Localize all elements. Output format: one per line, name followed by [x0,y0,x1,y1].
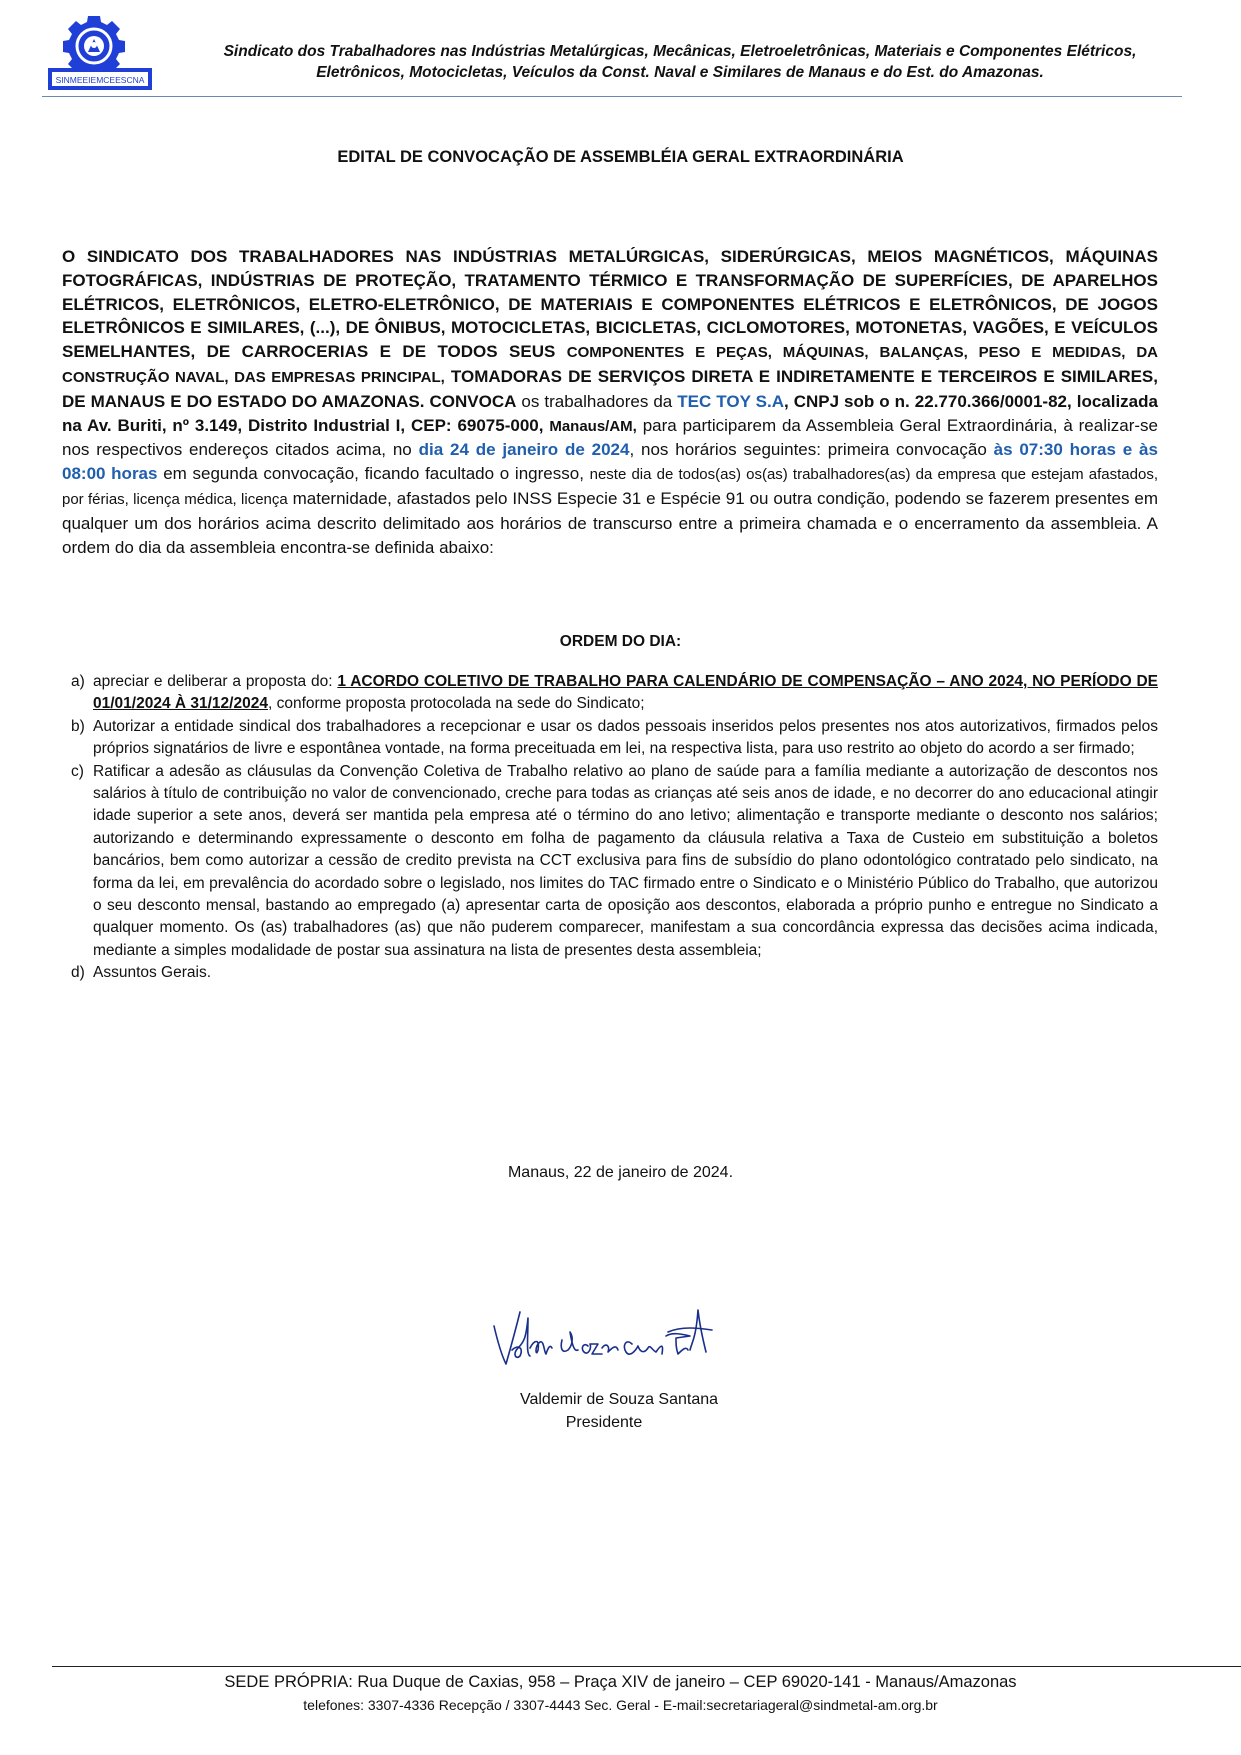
agenda-item-d-text: Assuntos Gerais. [93,964,212,982]
schedule-text: , nos horários seguintes: primeira convocação [629,440,987,460]
signer-role: Presidente [565,1414,643,1431]
agenda-item-b-text: Autorizar a entidade sindical dos trabalhadores a recepcionar e usar os dados pessoais inseridos pelos presentes nos atos autorizativos, firmados pelos próprios signatários de livre e espontânea vontade, na forma preceituada em lei, na respectiva lista, para uso restrito ao objeto do acordo a ser firmado; [93,717,1158,758]
union-designation-end: TOMADORAS DE SERVIÇOS DIRETA E INDIRETAMENTE E TERCEIROS E SIMILARES, DE MANAUS E DO ESTADO DO AMAZONAS. CONVOCA [62,366,1158,411]
agenda-item-b [68,716,1158,761]
closing-text: maternidade, afastados pelo INSS Especie 31 e Espécie 91 ou outra condição, podendo se fazerem presentes em qualquer um dos horários acima descrito delimitado aos horários de transcurso entre a primeira chamada e o encerramento da assembleia. A ordem do dia da assembleia encontra-se definida abaixo: [62,488,1158,557]
agenda-item-marker: c) [71,762,84,780]
footer-address: SEDE PRÓPRIA: Rua Duque de Caxias, 958 – Praça XIV de janeiro – CEP 69020-141 - Manaus/Amazonas [224,1673,1017,1691]
assembly-times: às 07:30 horas e às 08:00 horas [62,440,1158,484]
agenda-item-marker: d) [71,964,85,982]
header-divider [42,96,1182,97]
second-call-text: em segunda convocação, ficando facultado o ingresso, [163,464,584,484]
agenda-item-a-pre: apreciar e deliberar a proposta do: [93,673,333,690]
convoca-text: os trabalhadores da [521,391,673,411]
document-title: EDITAL DE CONVOCAÇÃO DE ASSEMBLÉIA GERAL EXTRAORDINÁRIA [337,148,904,166]
convocation-paragraph [62,245,1158,559]
company-name: TEC TOY S.A [677,391,784,411]
footer-contacts: telefones: 3307-4336 Recepção / 3307-4443 Sec. Geral - E-mail:secretariageral@sindmetal-am.org.br [303,1697,938,1713]
union-name-line-2: Eletrônicos, Motocicletas, Veículos da Const. Naval e Similares de Manaus e do Est. do Amazonas. [316,64,1044,81]
union-designation-cont: COMPONENTES E PEÇAS, MÁQUINAS, BALANÇAS, PESO E MEDIDAS, DA CONSTRUÇÃO NAVAL, DAS EMPRESAS PRINCIPAL, [62,344,1158,386]
agenda-item-a-agreement: 1 ACORDO COLETIVO DE TRABALHO PARA CALENDÁRIO DE COMPENSAÇÃO – ANO 2024, NO PERÍODO DE 01/01/2024 À 31/12/2024 [93,673,1159,713]
agenda-item-a-post: , conforme proposta protocolada na sede do Sindicato; [267,695,645,713]
place-and-date: Manaus, 22 de janeiro de 2024. [507,1164,734,1181]
handwritten-signature [490,1298,750,1380]
attendance-text: neste dia de todos(as) os(as) trabalhadores(as) da empresa que estejam afastados, por férias, licença médica, licença [62,466,1159,508]
agenda-item-c [68,761,1158,963]
union-name [180,41,1180,83]
signer-name: Valdemir de Souza Santana [519,1391,719,1408]
agenda-title: ORDEM DO DIA: [559,633,682,650]
union-logo-icon [46,12,162,96]
agenda-item-a [68,671,1158,716]
union-designation: O SINDICATO DOS TRABALHADORES NAS INDÚSTRIAS METALÚRGICAS, SIDERÚRGICAS, MEIOS MAGNÉTICOS, MÁQUINAS FOTOGRÁFICAS, INDÚSTRIAS DE PROTEÇÃO, TRATAMENTO TÉRMICO E TRANSFORMAÇÃO DE SUPERFÍCIES, DE APARELHOS ELÉTRICOS, ELETRÔNICOS, ELETRO-ELETRÔNICO, DE MATERIAIS E COMPONENTES ELÉTRICOS E ELETRÔNICOS, DE JOGOS ELETRÔNICOS E SIMILARES, (...), DE ÔNIBUS, MOTOCICLETAS, BICICLETAS, CICLOMOTORES, MOTONETAS, VAGÕES, E VEÍCULOS SEMELHANTES, DE CARROCERIAS E DE TODOS SEUS [62,247,1158,362]
agenda-list [68,671,1158,985]
union-name-line-1: Sindicato dos Trabalhadores nas Indústrias Metalúrgicas, Mecânicas, Eletroeletrônicas, Materiais e Componentes Elétricos, [223,43,1137,60]
assembly-text: para participarem da Assembleia Geral Extraordinária, à realizar-se nos respectivos endereços citados acima, no [62,415,1158,460]
letterhead [40,10,1182,98]
assembly-date: dia 24 de janeiro de 2024 [418,440,630,460]
footer-divider [52,1666,1241,1667]
agenda-item-marker: a) [71,673,85,690]
agenda-item-c-text: Ratificar a adesão as cláusulas da Convenção Coletiva de Trabalho relativo ao plano de saúde para a família mediante a autorização de descontos nos salários à título de contribuição no valor de convencionado, creche para todas as crianças até seis anos de idade, e no decorrer do ano educacional atingir idade superior a sete anos, deverá ser mantida pela empresa até o término do ano letivo; alimentação e transporte mediante o desconto nos salários; autorizando e determinando expressamente o desconto em folha de pagamento da cláusula relativa a Taxa de Custeio em substituição a boletos bancários, bem como autorizar a cessão de credito prevista na CCT exclusiva para fins de subsídio do plano odontológico contratado pelo sindicato, na forma da lei, em prevalência do acordado sobre o legislado, nos limites do TAC firmado entre o Sindicato e o Ministério Público do Trabalho, que autorizou o seu desconto mensal, bastando ao empregado (a) apresentar carta de oposição aos descontos, elaborada a próprio punho e entregue no Sindicato a qualquer momento. Os (as) trabalhadores (as) que não puderem comparecer, manifestam a sua concordância expressa das decisões acima indicada, mediante a simples modalidade de postar sua assinatura na lista de presentes desta assembleia; [93,762,1158,959]
agenda-item-marker: b) [71,717,85,735]
company-city: Manaus/AM, [549,417,637,435]
company-details: , CNPJ sob o n. 22.770.366/0001-82, localizada na Av. Buriti, nº 3.149, Distrito Industrial I, CEP: 69075-000, [62,391,1158,435]
logo-text: SINMEEIEMCEESCNA [55,75,145,85]
agenda-item-d [68,962,1158,984]
